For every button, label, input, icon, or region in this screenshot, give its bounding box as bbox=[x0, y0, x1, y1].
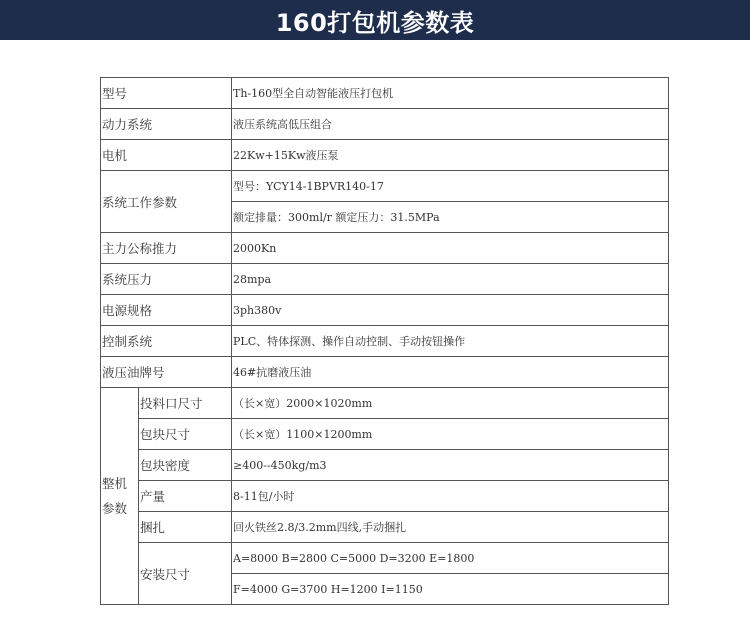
row-value: 型号：YCY14-1BPVR140-17 bbox=[232, 171, 669, 202]
spec-table bbox=[100, 77, 669, 605]
row-value: PLC、特体探测、操作自动控制、手动按钮操作 bbox=[232, 326, 669, 357]
row-label: 包块密度 bbox=[139, 450, 232, 481]
row-label: 液压油牌号 bbox=[101, 357, 232, 388]
table-row bbox=[101, 233, 669, 264]
row-value: 22Kw+15Kw液压泵 bbox=[232, 140, 669, 171]
row-value: A=8000 B=2800 C=5000 D=3200 E=1800 bbox=[232, 543, 669, 574]
table-row bbox=[101, 512, 669, 543]
table-row bbox=[101, 388, 669, 419]
table-row bbox=[101, 450, 669, 481]
row-label: 电源规格 bbox=[101, 295, 232, 326]
row-value: Th-160型全自动智能液压打包机 bbox=[232, 78, 669, 109]
row-label: 主力公称推力 bbox=[101, 233, 232, 264]
row-label: 控制系统 bbox=[101, 326, 232, 357]
row-label: 系统工作参数 bbox=[101, 171, 232, 233]
row-label: 系统压力 bbox=[101, 264, 232, 295]
table-row bbox=[101, 78, 669, 109]
table-row bbox=[101, 109, 669, 140]
row-label: 电机 bbox=[101, 140, 232, 171]
title-banner bbox=[0, 0, 750, 40]
row-value: 8-11包/小时 bbox=[232, 481, 669, 512]
table-row bbox=[101, 419, 669, 450]
spec-table-container bbox=[100, 77, 669, 605]
row-label: 包块尺寸 bbox=[139, 419, 232, 450]
machine-group-label: 整机参数 bbox=[101, 388, 139, 605]
row-value: 46#抗磨液压油 bbox=[232, 357, 669, 388]
table-row bbox=[101, 295, 669, 326]
table-row bbox=[101, 481, 669, 512]
row-value: 28mpa bbox=[232, 264, 669, 295]
row-value: 2000Kn bbox=[232, 233, 669, 264]
row-value: （长×宽）1100×1200mm bbox=[232, 419, 669, 450]
row-label: 捆扎 bbox=[139, 512, 232, 543]
row-value: 额定排量：300ml/r 额定压力：31.5MPa bbox=[232, 202, 669, 233]
row-value: 液压系统高低压组合 bbox=[232, 109, 669, 140]
page-title: 160打包机参数表 bbox=[275, 8, 475, 37]
row-value: ≥400--450kg/m3 bbox=[232, 450, 669, 481]
row-value: （长×宽）2000×1020mm bbox=[232, 388, 669, 419]
table-row bbox=[101, 357, 669, 388]
row-label: 安装尺寸 bbox=[139, 543, 232, 605]
row-label: 产量 bbox=[139, 481, 232, 512]
table-row bbox=[101, 543, 669, 574]
row-label: 投料口尺寸 bbox=[139, 388, 232, 419]
row-label: 动力系统 bbox=[101, 109, 232, 140]
row-value: 3ph380v bbox=[232, 295, 669, 326]
table-row bbox=[101, 326, 669, 357]
row-label: 型号 bbox=[101, 78, 232, 109]
table-row bbox=[101, 264, 669, 295]
table-row bbox=[101, 171, 669, 202]
row-value: 回火铁丝2.8/3.2mm四线,手动捆扎 bbox=[232, 512, 669, 543]
table-row bbox=[101, 140, 669, 171]
row-value: F=4000 G=3700 H=1200 I=1150 bbox=[232, 574, 669, 605]
